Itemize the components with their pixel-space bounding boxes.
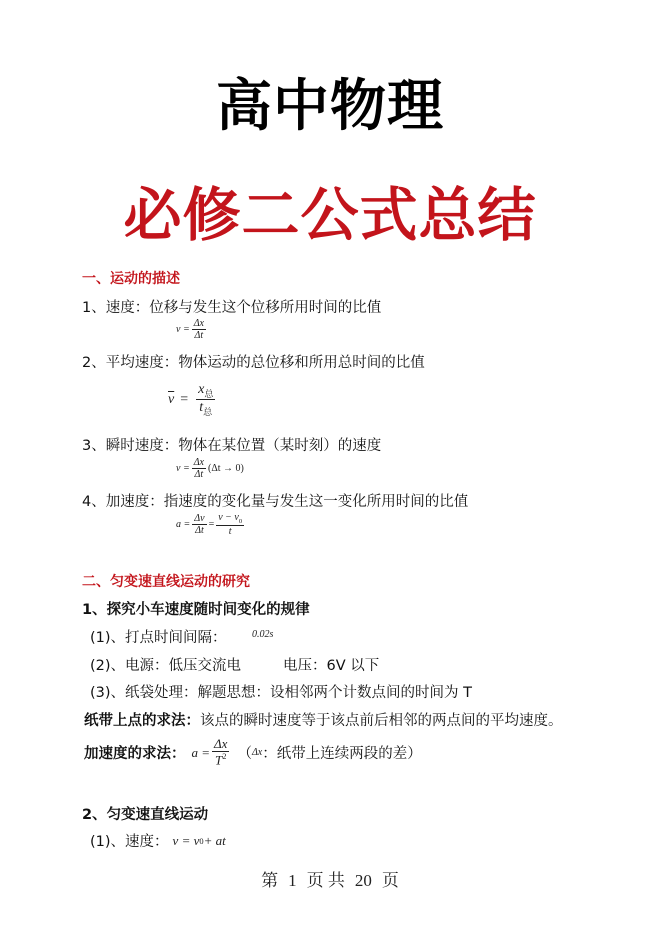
line-tape-processing: (3)、纸袋处理：解题思想：设相邻两个计数点间的时间为 T [90,685,473,701]
item-average-velocity: 2、平均速度：物体运动的总位移和所用总时间的比值 [82,355,425,371]
formula-instant-velocity: v = $\frac{\Delta x}{\Delta t}$ (Δt → 0) [176,457,244,480]
line-point-method: 纸带上点的求法：该点的瞬时速度等于该点前后相邻的两点间的平均速度。 [84,713,563,729]
subsection-1-heading: 1、探究小车速度随时间变化的规律 [82,602,310,618]
line-accel-method: 加速度的求法： a = $\frac{\Delta x}{T^2}$ （ Δx ：纸带上连续两段的差） [84,736,422,768]
line-power-source: (2)、电源：低压交流电 [90,658,242,674]
formula-velocity-uniform: v = v 0 + at [172,832,226,848]
formula-interval: 0.02s [252,629,274,640]
current-page: 1 [288,871,297,890]
formula-numerator: Δx [193,318,204,329]
total-pages: 20 [354,871,372,890]
formula-average-velocity: $\overline{v}$ = $x_总$ $t_总$ [168,382,214,417]
formula-accel-method: a = $\frac{\Delta x}{T^2}$ [191,736,228,768]
formula-velocity [176,318,208,342]
line-voltage: 电压：6V 以下 [283,658,380,674]
line-velocity-formula: (1)、速度： v = v 0 + at [90,832,226,850]
title-line-2: 必修二公式总结 [123,181,537,249]
item-velocity: 1、速度：位移与发生这个位移所用时间的比值 [82,300,382,316]
subsection-2-heading: 2、匀变速直线运动 [82,807,209,823]
page-footer: 第 1 页 共 20 页 [261,871,399,890]
item-acceleration: 4、加速度：指速度的变化量与发生这一变化所用时间的比值 [82,494,469,510]
formula-lhs: v = [176,324,190,336]
title-line-1: 高中物理 [216,74,444,139]
formula-condition: (Δt → 0) [208,463,244,475]
section-2-heading: 二、匀变速直线运动的研究 [82,574,250,590]
line-interval: (1)、打点时间间隔： [90,630,227,646]
item-instant-velocity: 3、瞬时速度：物体在某位置（某时刻）的速度 [82,438,382,454]
formula-eq: = [180,391,189,407]
formula-lhs: $\overline{v}$ [168,391,175,407]
formula-acceleration: a = $\frac{\Delta v}{\Delta t}$ = $\frac{v - v_0}{t}$ [176,512,243,538]
formula-denominator: Δt [194,330,204,341]
section-1-heading: 一、运动的描述 [82,271,180,287]
